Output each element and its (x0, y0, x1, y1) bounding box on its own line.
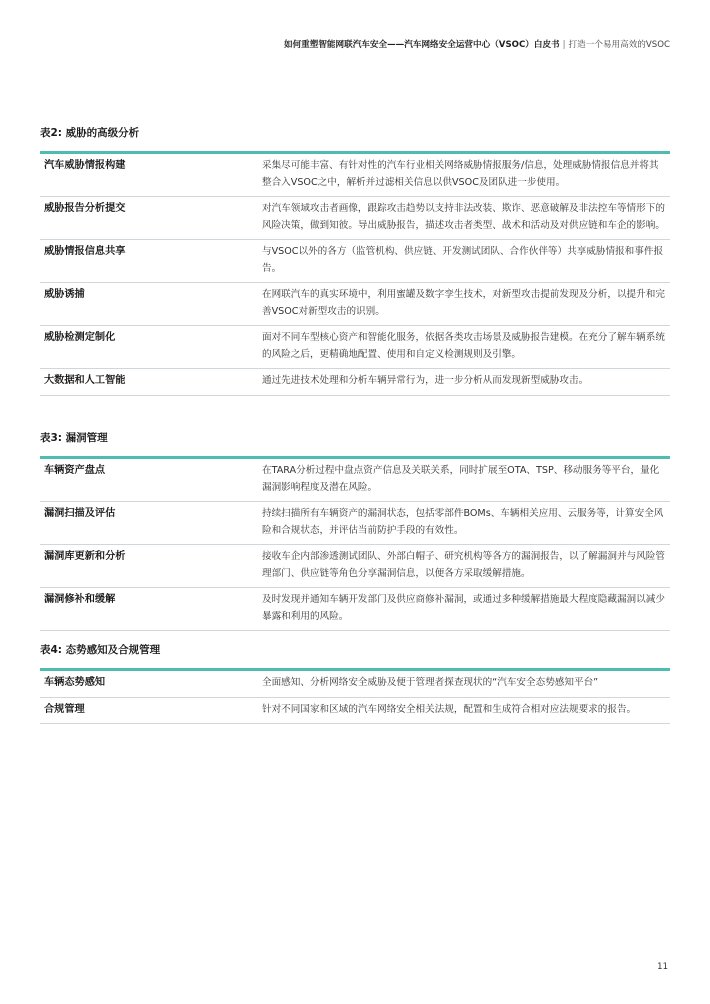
header-title: 如何重塑智能网联汽车安全——汽车网络安全运营中心（VSOC）白皮书 (283, 40, 560, 50)
table-title: 表2: 威胁的高级分析 (40, 127, 140, 139)
table-row (40, 283, 670, 326)
table-row (40, 502, 670, 545)
running-header (284, 38, 670, 50)
row-term: 威胁诱捕 (44, 289, 85, 300)
row-term: 合规管理 (44, 703, 85, 715)
header-separator: | (562, 40, 566, 50)
row-description: 采集尽可能丰富、有针对性的汽车行业相关网络威胁情报服务/信息，处理威胁情报信息并将其整合入VSOC之中，解析并过滤相关信息以供VSOC及团队进一步使用。 (262, 160, 659, 188)
table (40, 151, 670, 396)
page-number: 11 (657, 962, 668, 972)
row-term: 威胁报告分析提交 (44, 203, 126, 214)
table-vulnerability-management (40, 430, 670, 631)
row-term: 车辆态势感知 (44, 677, 106, 688)
table-row (40, 588, 670, 631)
row-description: 及时发现并通知车辆开发部门及供应商修补漏洞，或通过多种缓解措施最大程度隐藏漏洞以减少暴露和利用的风险。 (262, 594, 665, 622)
row-term: 汽车威胁情报构建 (44, 160, 126, 171)
row-term: 威胁情报信息共享 (44, 246, 126, 257)
table-situational-awareness-compliance (40, 642, 670, 724)
table-row (40, 459, 670, 502)
header-tagline: 打造一个易用高效的VSOC (568, 40, 670, 50)
table-row (40, 369, 670, 396)
row-term: 漏洞扫描及评估 (44, 508, 116, 519)
row-term: 大数据和人工智能 (44, 375, 126, 386)
table-title: 表3: 漏洞管理 (40, 432, 108, 444)
table (40, 668, 670, 724)
table (40, 456, 670, 631)
row-term: 车辆资产盘点 (44, 465, 106, 476)
row-description: 持续扫描所有车辆资产的漏洞状态，包括零部件BOMs、车辆相关应用、云服务等，计算安全风险和合规状态，并评估当前防护手段的有效性。 (262, 508, 664, 536)
table-row (40, 326, 670, 369)
row-description: 在网联汽车的真实环境中，利用蜜罐及数字孪生技术，对新型攻击提前发现及分析，以提升和完善VSOC对新型攻击的识别。 (262, 289, 665, 317)
row-term: 威胁检测定制化 (44, 332, 116, 343)
table-title: 表4: 态势感知及合规管理 (40, 644, 161, 656)
row-description: 全面感知、分析网络安全威胁及便于管理者探查现状的“汽车安全态势感知平台” (262, 677, 599, 688)
row-description: 通过先进技术处理和分析车辆异常行为，进一步分析从而发现新型威胁攻击。 (262, 375, 589, 386)
row-term: 漏洞修补和缓解 (44, 594, 116, 605)
table-row (40, 671, 670, 698)
row-description: 对汽车领域攻击者画像，跟踪攻击趋势以支持非法改装、欺诈、恶意破解及非法控车等情形下的风险决策，做到知彼。导出威胁报告，描述攻击者类型、战术和活动及对供应链和车企的影响。 (262, 203, 665, 231)
table-row (40, 545, 670, 588)
table-advanced-threat-analysis (40, 125, 670, 396)
table-row (40, 698, 670, 725)
row-term: 漏洞库更新和分析 (44, 551, 126, 562)
row-description: 接收车企内部渗透测试团队、外部白帽子、研究机构等各方的漏洞报告，以了解漏洞并与风险管理部门、供应链等角色分享漏洞信息，以便各方采取缓解措施。 (262, 551, 665, 579)
row-description: 与VSOC以外的各方（监管机构、供应链、开发测试团队、合作伙伴等）共享威胁情报和事件报告。 (262, 246, 664, 274)
table-row (40, 154, 670, 197)
row-description: 在TARA分析过程中盘点资产信息及关联关系，同时扩展至OTA、TSP、移动服务等平台，量化漏洞影响程度及潜在风险。 (262, 465, 660, 493)
row-description: 针对不同国家和区域的汽车网络安全相关法规，配置和生成符合相对应法规要求的报告。 (262, 703, 637, 715)
row-description: 面对不同车型核心资产和智能化服务，依据各类攻击场景及威胁报告建模。在充分了解车辆系统的风险之后，更精确地配置、使用和自定义检测规则及引擎。 (262, 332, 665, 360)
table-row (40, 197, 670, 240)
table-row (40, 240, 670, 283)
